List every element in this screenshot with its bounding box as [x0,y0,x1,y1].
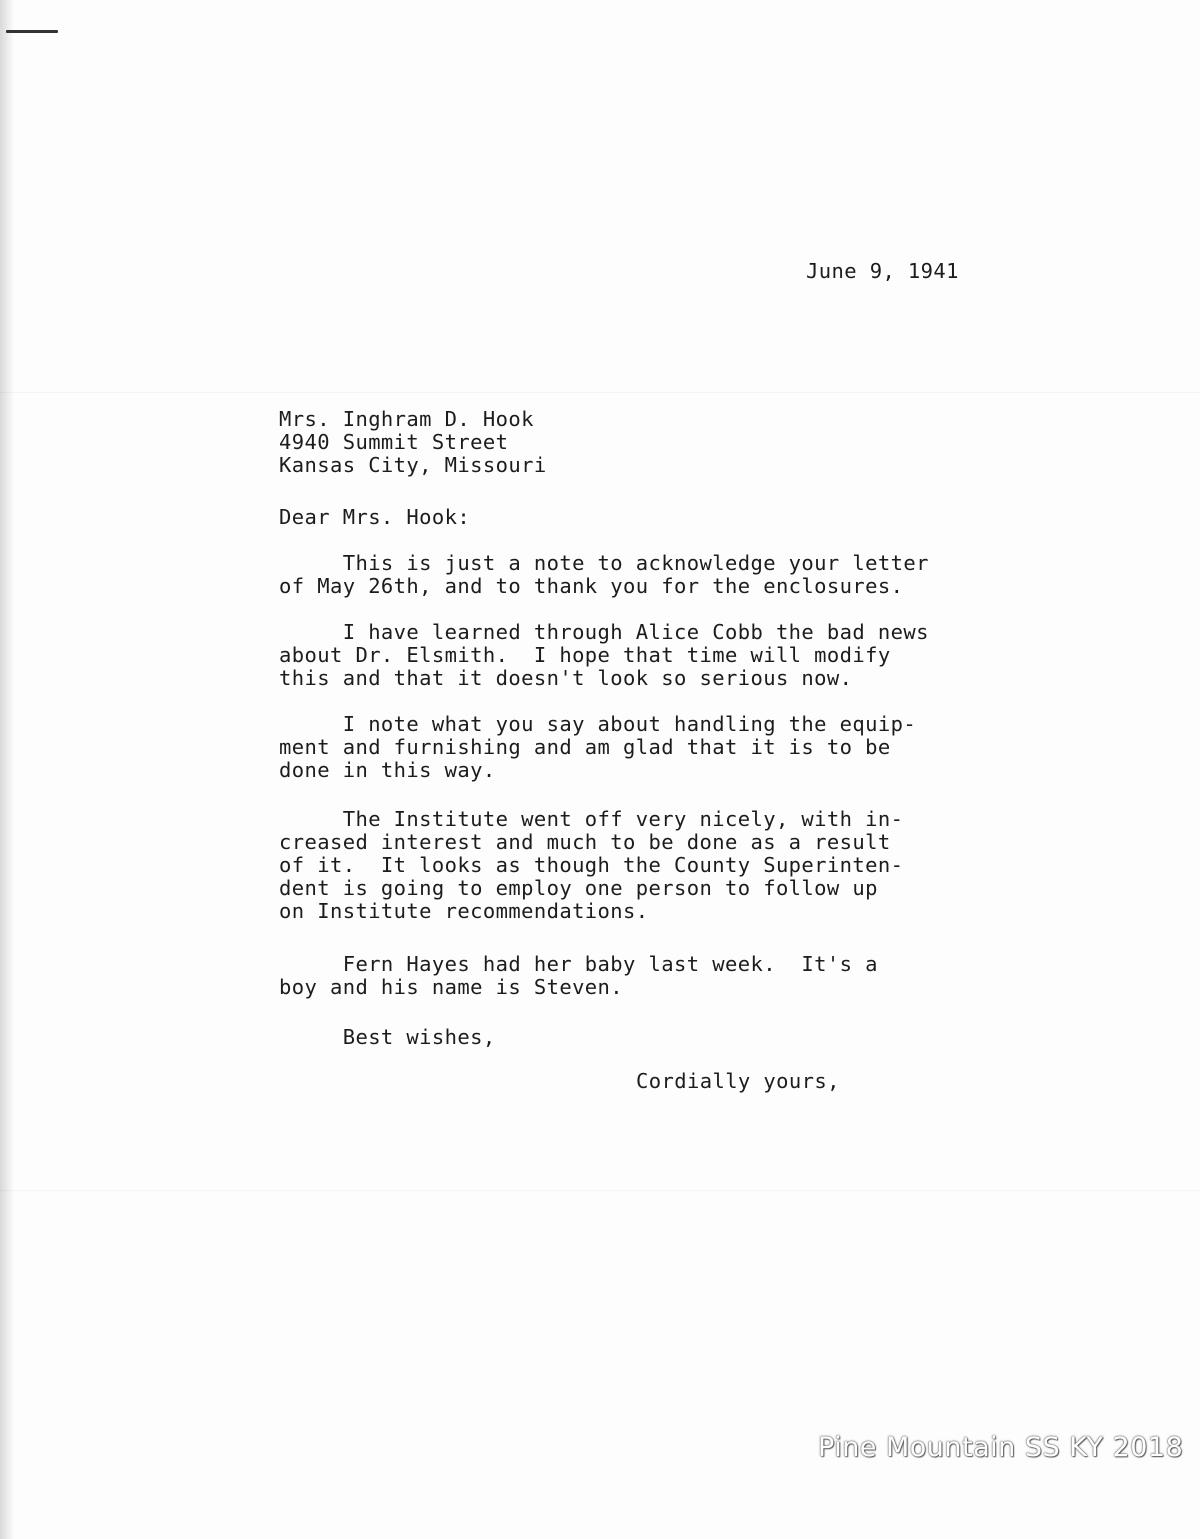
paragraph-equipment: I note what you say about handling the equip- ment and furnishing and am glad that it is to be done in this way. [279,712,917,782]
letter-date: June 9, 1941 [806,259,959,283]
recipient-city: Kansas City, Missouri [279,453,547,477]
corner-ink-mark [6,30,58,33]
paragraph-acknowledgement: This is just a note to acknowledge your letter of May 26th, and to thank you for the enclosures. [279,551,929,598]
watermark: Pine Mountain SS KY 2018 [818,1432,1184,1463]
paper-edge-shadow [0,0,14,1539]
paper-crease [0,1190,1200,1191]
recipient-street: 4940 Summit Street [279,430,509,454]
recipient-address [279,408,547,477]
paragraph-institute: The Institute went off very nicely, with in- creased interest and much to be done as a result of it. It looks as though the County Superinten- dent is going to employ one person to follow up on Institute recommendations. [279,807,904,923]
recipient-name: Mrs. Inghram D. Hook [279,407,534,431]
paper-crease [0,392,1200,393]
closing: Cordially yours, [636,1069,840,1093]
paragraph-elsmith-news: I have learned through Alice Cobb the bad news about Dr. Elsmith. I hope that time will modify this and that it doesn't look so serious now. [279,620,929,690]
paragraph-best-wishes: Best wishes, [279,1025,496,1049]
salutation: Dear Mrs. Hook: [279,505,471,529]
paragraph-fern-hayes: Fern Hayes had her baby last week. It's a boy and his name is Steven. [279,952,878,999]
